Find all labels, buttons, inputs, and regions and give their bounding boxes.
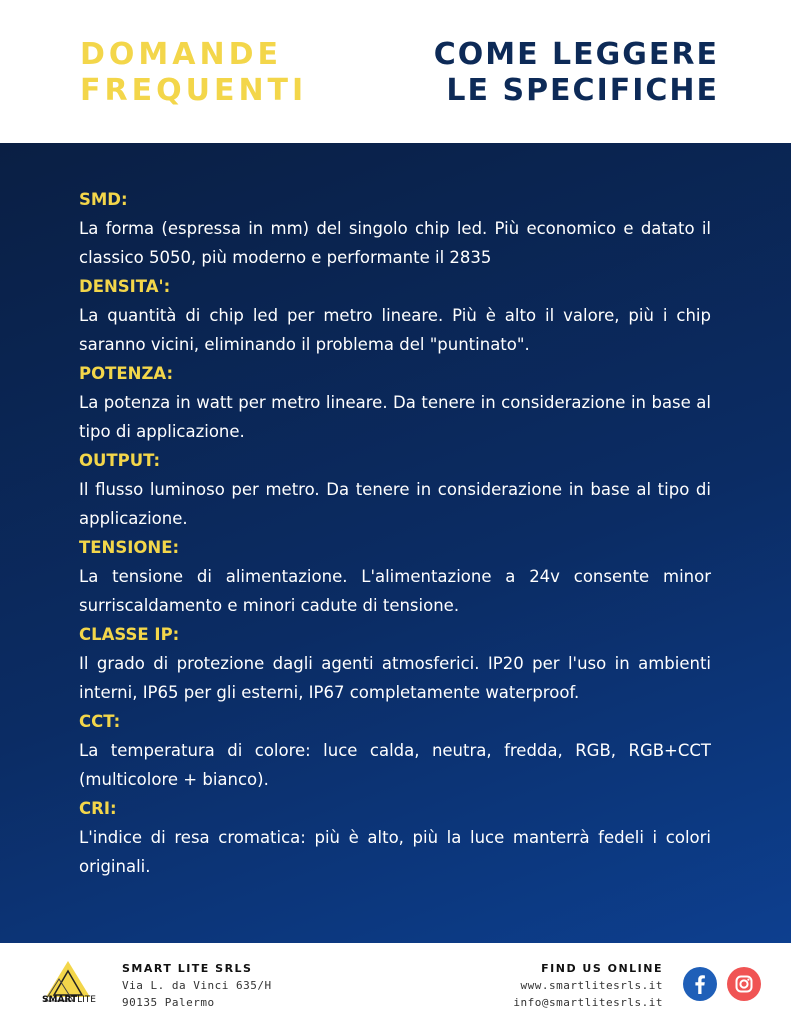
spec-desc-cct: La temperatura di colore: luce calda, neutra, fredda, RGB, RGB+CCT (multicolore + bianco). xyxy=(79,741,711,789)
spec-term-output: OUTPUT: xyxy=(79,451,161,470)
facebook-icon xyxy=(683,967,717,1001)
website-link[interactable]: www.smartlitesrls.it xyxy=(520,979,663,992)
online-info xyxy=(513,960,663,1011)
spec-term-voltage: TENSIONE: xyxy=(79,538,180,557)
specs-title xyxy=(434,37,719,109)
specs-title-line2: LE SPECIFICHE xyxy=(446,73,719,108)
smartlite-logo-icon xyxy=(37,957,99,1019)
spec-desc-ip-class: Il grado di protezione dagli agenti atmosferici. IP20 per l'uso in ambienti interni, IP65 per gli esterni, IP67 completamente waterproof. xyxy=(79,654,711,702)
facebook-button[interactable] xyxy=(683,967,717,1001)
logo-wordmark-lite: LITE xyxy=(77,995,96,1005)
spec-term-ip-class: CLASSE IP: xyxy=(79,625,180,644)
faq-title xyxy=(80,37,307,109)
specs-title-line1: COME LEGGERE xyxy=(433,37,719,72)
logo-wordmark xyxy=(38,995,100,1005)
spec-desc-cri: L'indice di resa cromatica: più è alto, più la luce manterrà fedeli i colori originali. xyxy=(79,828,711,876)
spec-desc-power: La potenza in watt per metro lineare. Da tenere in considerazione in base al tipo di applicazione. xyxy=(79,393,711,441)
company-address-line2: 90135 Palermo xyxy=(122,996,215,1009)
company-info xyxy=(122,960,272,1011)
spec-term-cct: CCT: xyxy=(79,712,121,731)
spec-desc-voltage: La tensione di alimentazione. L'alimentazione a 24v consente minor surriscaldamento e minori cadute di tensione. xyxy=(79,567,711,615)
spec-term-density: DENSITA': xyxy=(79,277,171,296)
logo-wordmark-smart: SMART xyxy=(42,995,78,1005)
specs-list xyxy=(79,185,711,881)
faq-title-line2: FREQUENTI xyxy=(80,73,308,108)
spec-term-cri: CRI: xyxy=(79,799,117,818)
company-address-line1: Via L. da Vinci 635/H xyxy=(122,979,272,992)
spec-term-smd: SMD: xyxy=(79,190,128,209)
instagram-button[interactable] xyxy=(727,967,761,1001)
spec-desc-smd: La forma (espressa in mm) del singolo chip led. Più economico e datato il classico 5050, più moderno e performante il 2835 xyxy=(79,219,711,267)
instagram-icon xyxy=(727,967,761,1001)
spec-desc-output: Il flusso luminoso per metro. Da tenere in considerazione in base al tipo di applicazione. xyxy=(79,480,711,528)
faq-title-line1: DOMANDE xyxy=(80,37,282,72)
company-name: SMART LITE SRLS xyxy=(122,962,253,975)
spec-desc-density: La quantità di chip led per metro lineare. Più è alto il valore, più i chip saranno vicini, eliminando il problema del "puntinato". xyxy=(79,306,711,354)
spec-term-power: POTENZA: xyxy=(79,364,174,383)
page-footer xyxy=(0,943,791,1024)
page-header xyxy=(0,0,791,143)
email-link[interactable]: info@smartlitesrls.it xyxy=(513,996,663,1009)
online-title: FIND US ONLINE xyxy=(541,962,663,975)
